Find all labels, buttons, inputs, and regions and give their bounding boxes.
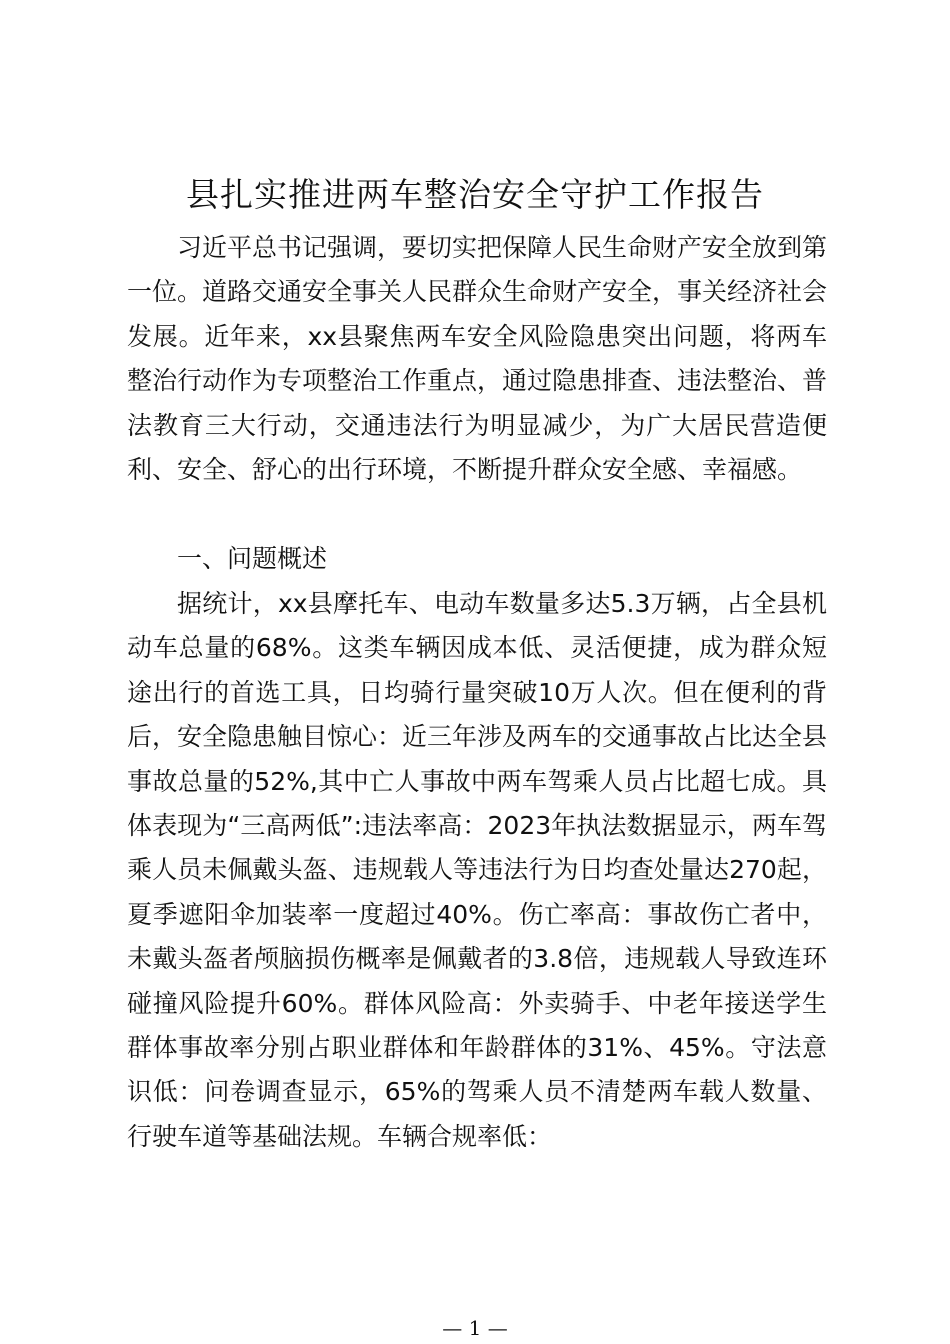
statistics-paragraph: 据统计，xx县摩托车、电动车数量多达5.3万辆，占全县机动车总量的68%。这类车辆因成本低、灵活便捷，成为群众短途出行的首选工具，日均骑行量突破10万人次。但在便利的背后，安全隐患触目惊心：近三年涉及两车的交通事故占比达全县事故总量的52%,其中亡人事故中两车驾乘人员占比超七成。具体表现为“三高两低”:违法率高：2023年执法数据显示，两车驾乘人员未佩戴头盔、违规载人等违法行为日均查处量达270起，夏季遮阳伞加装率一度超过40%。伤亡率高：事故伤亡者中，未戴头盔者颅脑损伤概率是佩戴者的3.8倍，违规载人导致连环碰撞风险提升60%。群体风险高：外卖骑手、中老年接送学生群体事故率分别占职业群体和年龄群体的31%、45%。守法意识低：问卷调查显示，65%的驾乘人员不清楚两车载人数量、行驶车道等基础法规。车辆合规率低：	[127, 589, 828, 1151]
statistics-section	[127, 582, 827, 1159]
intro-section	[127, 226, 827, 492]
intro-paragraph: 习近平总书记强调，要切实把保障人民生命财产安全放到第一位。道路交通安全事关人民群众生命财产安全，事关经济社会发展。近年来，xx县聚焦两车安全风险隐患突出问题，将两车整治行动作为专项整治工作重点，通过隐患排查、违法整治、普法教育三大行动，交通违法行为明显减少，为广大居民营造便利、安全、舒心的出行环境，不断提升群众安全感、幸福感。	[127, 233, 828, 485]
section-heading-block	[127, 537, 827, 581]
section-heading: 一、问题概述	[177, 544, 328, 573]
page-number: — 1 —	[442, 1316, 508, 1340]
document-title: 县扎实推进两车整治安全守护工作报告	[186, 175, 764, 214]
